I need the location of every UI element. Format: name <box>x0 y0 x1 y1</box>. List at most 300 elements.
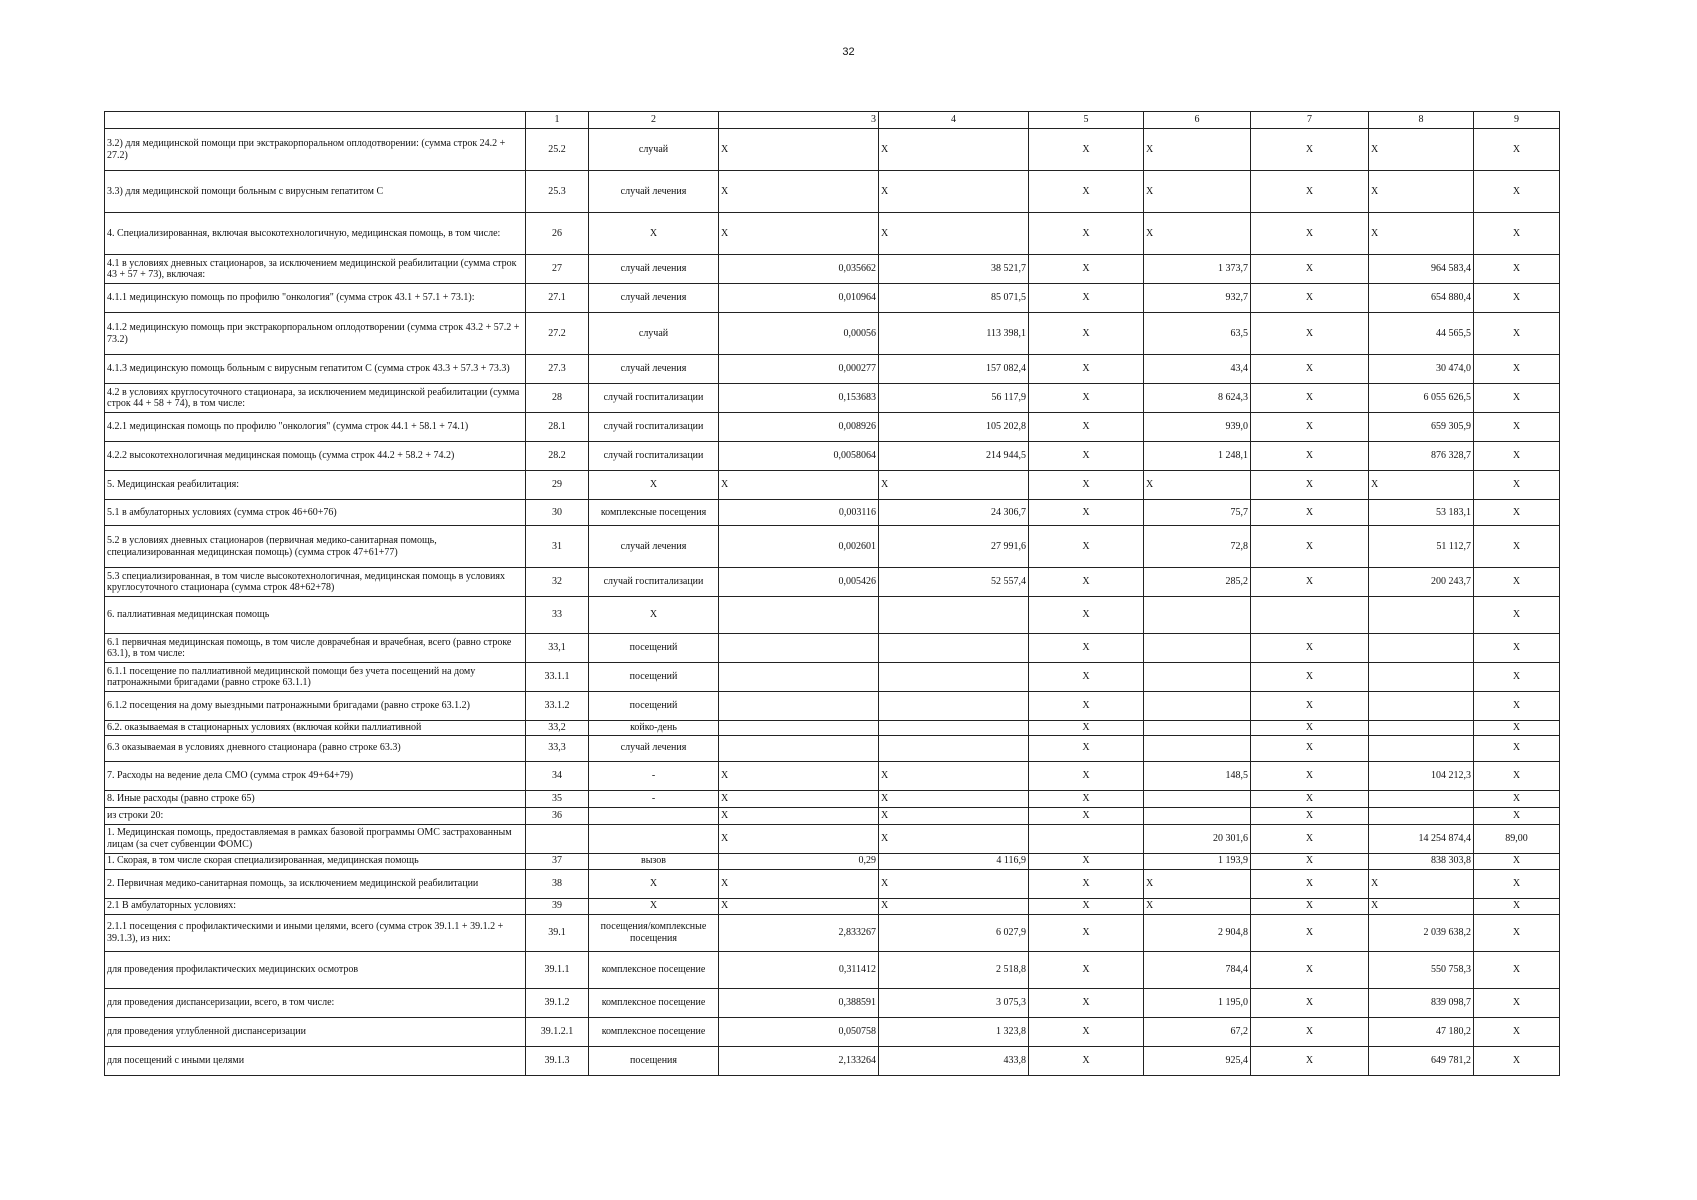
col3-value: 0,311412 <box>719 951 879 988</box>
row-label: 6.1.1 посещение по паллиативной медицинской помощи без учета посещений на дому патронажными бригадами (равно строке 63.1.1) <box>105 663 526 692</box>
col9-value: 89,00 <box>1474 824 1560 853</box>
row-label: 4.2 в условиях круглосуточного стационара, за исключением медицинской реабилитации (сумма строк 44 + 58 + 74), в том числе: <box>105 384 526 413</box>
col4-value: 24 306,7 <box>879 500 1029 526</box>
header-cell-4: 4 <box>879 112 1029 129</box>
col9-value: X <box>1474 284 1560 313</box>
col3-value: X <box>719 129 879 171</box>
col9-value: X <box>1474 634 1560 663</box>
row-label: 6.3 оказываемая в условиях дневного стационара (равно строке 63.3) <box>105 735 526 761</box>
col7-value: X <box>1251 129 1369 171</box>
col4-value: 4 116,9 <box>879 853 1029 869</box>
col6-value <box>1144 807 1251 824</box>
unit: случай лечения <box>589 171 719 213</box>
col8-value <box>1369 597 1474 634</box>
row-code: 37 <box>526 853 589 869</box>
col8-value: 47 180,2 <box>1369 1017 1474 1046</box>
col8-value <box>1369 692 1474 721</box>
col3-value: 0,29 <box>719 853 879 869</box>
unit: - <box>589 761 719 790</box>
col6-value <box>1144 597 1251 634</box>
col7-value: X <box>1251 898 1369 914</box>
col4-value: 157 082,4 <box>879 355 1029 384</box>
row-code: 30 <box>526 500 589 526</box>
col6-value: X <box>1144 471 1251 500</box>
row-code: 33,1 <box>526 634 589 663</box>
col4-value <box>879 735 1029 761</box>
col8-value <box>1369 807 1474 824</box>
col9-value: X <box>1474 853 1560 869</box>
row-code: 33,3 <box>526 735 589 761</box>
row-label: 8. Иные расходы (равно строке 65) <box>105 790 526 807</box>
col9-value: X <box>1474 761 1560 790</box>
col6-value: X <box>1144 869 1251 898</box>
col8-value: 649 781,2 <box>1369 1046 1474 1075</box>
table-row <box>105 255 1560 284</box>
table-row <box>105 597 1560 634</box>
table-row <box>105 1046 1560 1075</box>
table-row <box>105 213 1560 255</box>
unit: случай госпитализации <box>589 413 719 442</box>
col5-value: X <box>1029 171 1144 213</box>
col7-value: X <box>1251 526 1369 568</box>
col3-value <box>719 735 879 761</box>
col5-value: X <box>1029 869 1144 898</box>
col3-value: 0,00056 <box>719 313 879 355</box>
col4-value: 56 117,9 <box>879 384 1029 413</box>
col4-value: X <box>879 790 1029 807</box>
header-cell-8: 8 <box>1369 112 1474 129</box>
row-code: 25.3 <box>526 171 589 213</box>
table-row <box>105 898 1560 914</box>
col9-value: X <box>1474 988 1560 1017</box>
header-row <box>105 112 1560 129</box>
table-row <box>105 442 1560 471</box>
col5-value: X <box>1029 500 1144 526</box>
unit: посещения <box>589 1046 719 1075</box>
row-label: 2.1 В амбулаторных условиях: <box>105 898 526 914</box>
col5-value: X <box>1029 213 1144 255</box>
table-row <box>105 500 1560 526</box>
row-label: 2. Первичная медико-санитарная помощь, за исключением медицинской реабилитации <box>105 869 526 898</box>
col6-value: 285,2 <box>1144 568 1251 597</box>
col5-value: X <box>1029 1017 1144 1046</box>
row-label: 4.2.1 медицинская помощь по профилю "онкология" (сумма строк 44.1 + 58.1 + 74.1) <box>105 413 526 442</box>
col4-value: X <box>879 869 1029 898</box>
row-label: для посещений с иными целями <box>105 1046 526 1075</box>
col6-value <box>1144 692 1251 721</box>
col4-value: 214 944,5 <box>879 442 1029 471</box>
col3-value: 0,0058064 <box>719 442 879 471</box>
col5-value: X <box>1029 129 1144 171</box>
unit: посещений <box>589 634 719 663</box>
row-code: 39 <box>526 898 589 914</box>
row-label: 4.2.2 высокотехнологичная медицинская помощь (сумма строк 44.2 + 58.2 + 74.2) <box>105 442 526 471</box>
col5-value: X <box>1029 692 1144 721</box>
col5-value: X <box>1029 721 1144 736</box>
col8-value: 104 212,3 <box>1369 761 1474 790</box>
header-cell-5: 5 <box>1029 112 1144 129</box>
col9-value: X <box>1474 526 1560 568</box>
col8-value: X <box>1369 898 1474 914</box>
col6-value: 8 624,3 <box>1144 384 1251 413</box>
table-row <box>105 692 1560 721</box>
col7-value: X <box>1251 824 1369 853</box>
unit: случай лечения <box>589 255 719 284</box>
col8-value <box>1369 735 1474 761</box>
col6-value: X <box>1144 213 1251 255</box>
col3-value <box>719 692 879 721</box>
col6-value <box>1144 721 1251 736</box>
col5-value: X <box>1029 951 1144 988</box>
col9-value: X <box>1474 313 1560 355</box>
col9-value: X <box>1474 597 1560 634</box>
unit: посещения/комплексные посещения <box>589 914 719 951</box>
col6-value: 1 373,7 <box>1144 255 1251 284</box>
col8-value: X <box>1369 213 1474 255</box>
col7-value: X <box>1251 790 1369 807</box>
col3-value: 2,833267 <box>719 914 879 951</box>
row-code: 27.2 <box>526 313 589 355</box>
col6-value: 939,0 <box>1144 413 1251 442</box>
row-label: 1. Медицинская помощь, предоставляемая в рамках базовой программы ОМС застрахованным лицам (за счет субвенции ФОМС) <box>105 824 526 853</box>
col7-value: X <box>1251 568 1369 597</box>
col4-value <box>879 634 1029 663</box>
col4-value: X <box>879 807 1029 824</box>
row-code: 29 <box>526 471 589 500</box>
table-row <box>105 807 1560 824</box>
col6-value: 1 195,0 <box>1144 988 1251 1017</box>
col4-value: 85 071,5 <box>879 284 1029 313</box>
col8-value: 550 758,3 <box>1369 951 1474 988</box>
col5-value: X <box>1029 1046 1144 1075</box>
col4-value: 433,8 <box>879 1046 1029 1075</box>
col5-value: X <box>1029 568 1144 597</box>
col3-value: 0,035662 <box>719 255 879 284</box>
col7-value: X <box>1251 213 1369 255</box>
col8-value: X <box>1369 869 1474 898</box>
col8-value: 200 243,7 <box>1369 568 1474 597</box>
col4-value: X <box>879 898 1029 914</box>
row-code: 28.1 <box>526 413 589 442</box>
col3-value: 0,010964 <box>719 284 879 313</box>
col4-value <box>879 663 1029 692</box>
row-code: 39.1.3 <box>526 1046 589 1075</box>
row-label: 5.1 в амбулаторных условиях (сумма строк 46+60+76) <box>105 500 526 526</box>
row-code: 39.1.2.1 <box>526 1017 589 1046</box>
col4-value: X <box>879 171 1029 213</box>
table-row <box>105 129 1560 171</box>
col7-value: X <box>1251 988 1369 1017</box>
col7-value: X <box>1251 721 1369 736</box>
col9-value: X <box>1474 471 1560 500</box>
col3-value: X <box>719 824 879 853</box>
table-row <box>105 663 1560 692</box>
col8-value: 2 039 638,2 <box>1369 914 1474 951</box>
table-row <box>105 824 1560 853</box>
col4-value: 6 027,9 <box>879 914 1029 951</box>
unit: вызов <box>589 853 719 869</box>
row-code: 27.3 <box>526 355 589 384</box>
col9-value: X <box>1474 171 1560 213</box>
unit: X <box>589 869 719 898</box>
unit: X <box>589 898 719 914</box>
table-row <box>105 869 1560 898</box>
col6-value: X <box>1144 898 1251 914</box>
row-label: 4.1.2 медицинскую помощь при экстракорпоральном оплодотворении (сумма строк 43.2 + 57.2 + 73.2) <box>105 313 526 355</box>
unit: комплексные посещения <box>589 500 719 526</box>
col7-value: X <box>1251 761 1369 790</box>
unit: койко-день <box>589 721 719 736</box>
col7-value: X <box>1251 692 1369 721</box>
row-label: 2.1.1 посещения с профилактическими и иными целями, всего (сумма строк 39.1.1 + 39.1.2 + 39.1.3), из них: <box>105 914 526 951</box>
header-cell-6: 6 <box>1144 112 1251 129</box>
col8-value: X <box>1369 171 1474 213</box>
col8-value: X <box>1369 129 1474 171</box>
row-code: 39.1.1 <box>526 951 589 988</box>
col4-value: X <box>879 471 1029 500</box>
col7-value: X <box>1251 171 1369 213</box>
row-label: 1. Скорая, в том числе скорая специализированная, медицинская помощь <box>105 853 526 869</box>
col8-value: 876 328,7 <box>1369 442 1474 471</box>
col5-value: X <box>1029 597 1144 634</box>
col3-value: 0,000277 <box>719 355 879 384</box>
col5-value: X <box>1029 471 1144 500</box>
col3-value: X <box>719 790 879 807</box>
col3-value: X <box>719 213 879 255</box>
table-row <box>105 526 1560 568</box>
row-code: 33 <box>526 597 589 634</box>
table-row <box>105 413 1560 442</box>
col3-value: 0,008926 <box>719 413 879 442</box>
col3-value: 0,005426 <box>719 568 879 597</box>
col9-value: X <box>1474 951 1560 988</box>
table-row <box>105 313 1560 355</box>
col4-value: X <box>879 129 1029 171</box>
unit: случай госпитализации <box>589 384 719 413</box>
col8-value: 964 583,4 <box>1369 255 1474 284</box>
col6-value: 1 193,9 <box>1144 853 1251 869</box>
col6-value: 2 904,8 <box>1144 914 1251 951</box>
col9-value: X <box>1474 721 1560 736</box>
row-label: для проведения профилактических медицинских осмотров <box>105 951 526 988</box>
col7-value: X <box>1251 663 1369 692</box>
col3-value: 0,153683 <box>719 384 879 413</box>
unit: случай <box>589 313 719 355</box>
col3-value: X <box>719 807 879 824</box>
unit: X <box>589 213 719 255</box>
row-label: для проведения диспансеризации, всего, в том числе: <box>105 988 526 1017</box>
row-label: 3.3) для медицинской помощи больным с вирусным гепатитом С <box>105 171 526 213</box>
table-row <box>105 790 1560 807</box>
unit: случай лечения <box>589 735 719 761</box>
col3-value: 0,388591 <box>719 988 879 1017</box>
col7-value: X <box>1251 951 1369 988</box>
col8-value <box>1369 634 1474 663</box>
row-label: из строки 20: <box>105 807 526 824</box>
table-row <box>105 721 1560 736</box>
col4-value: 113 398,1 <box>879 313 1029 355</box>
row-code: 33,2 <box>526 721 589 736</box>
col7-value: X <box>1251 634 1369 663</box>
row-code: 33.1.2 <box>526 692 589 721</box>
col3-value <box>719 663 879 692</box>
row-label: 4.1.1 медицинскую помощь по профилю "онкология" (сумма строк 43.1 + 57.1 + 73.1): <box>105 284 526 313</box>
col7-value: X <box>1251 413 1369 442</box>
col9-value: X <box>1474 914 1560 951</box>
col7-value: X <box>1251 914 1369 951</box>
col9-value: X <box>1474 255 1560 284</box>
col8-value: 6 055 626,5 <box>1369 384 1474 413</box>
row-label: 5. Медицинская реабилитация: <box>105 471 526 500</box>
row-label: 6.2. оказываемая в стационарных условиях (включая койки паллиативной <box>105 721 526 736</box>
col4-value: 105 202,8 <box>879 413 1029 442</box>
row-code: 27 <box>526 255 589 284</box>
col5-value: X <box>1029 255 1144 284</box>
col7-value: X <box>1251 1046 1369 1075</box>
col5-value: X <box>1029 761 1144 790</box>
col7-value: X <box>1251 807 1369 824</box>
col9-value: X <box>1474 807 1560 824</box>
col4-value: 52 557,4 <box>879 568 1029 597</box>
row-code: 26 <box>526 213 589 255</box>
table-row <box>105 171 1560 213</box>
col5-value: X <box>1029 988 1144 1017</box>
col8-value: 659 305,9 <box>1369 413 1474 442</box>
row-code: 25.2 <box>526 129 589 171</box>
col7-value: X <box>1251 500 1369 526</box>
row-code: 27.1 <box>526 284 589 313</box>
col3-value: 0,003116 <box>719 500 879 526</box>
table-row <box>105 761 1560 790</box>
col3-value: 2,133264 <box>719 1046 879 1075</box>
col5-value <box>1029 824 1144 853</box>
col5-value: X <box>1029 284 1144 313</box>
row-code: 39.1 <box>526 914 589 951</box>
col3-value: X <box>719 761 879 790</box>
col4-value: 1 323,8 <box>879 1017 1029 1046</box>
col9-value: X <box>1474 413 1560 442</box>
unit: случай лечения <box>589 526 719 568</box>
col8-value: 53 183,1 <box>1369 500 1474 526</box>
col4-value: 27 991,6 <box>879 526 1029 568</box>
table-row <box>105 634 1560 663</box>
row-label: 5.3 специализированная, в том числе высокотехнологичная, медицинская помощь в условиях круглосуточного стационара (сумма строк 48+62+78) <box>105 568 526 597</box>
col6-value: X <box>1144 129 1251 171</box>
row-label: 6.1 первичная медицинская помощь, в том числе доврачебная и врачебная, всего (равно строке 63.1), в том числе: <box>105 634 526 663</box>
row-label: 4.1 в условиях дневных стационаров, за исключением медицинской реабилитации (сумма строк 43 + 57 + 73), включая: <box>105 255 526 284</box>
col5-value: X <box>1029 735 1144 761</box>
header-cell-3: 3 <box>719 112 879 129</box>
unit <box>589 807 719 824</box>
col9-value: X <box>1474 1017 1560 1046</box>
row-label: 4.1.3 медицинскую помощь больным с вирусным гепатитом С (сумма строк 43.3 + 57.3 + 73.3) <box>105 355 526 384</box>
col7-value: X <box>1251 255 1369 284</box>
col5-value: X <box>1029 355 1144 384</box>
col6-value <box>1144 663 1251 692</box>
col6-value: 67,2 <box>1144 1017 1251 1046</box>
table-row <box>105 471 1560 500</box>
col7-value: X <box>1251 853 1369 869</box>
row-label: для проведения углубленной диспансеризации <box>105 1017 526 1046</box>
col3-value: 0,002601 <box>719 526 879 568</box>
col6-value: 925,4 <box>1144 1046 1251 1075</box>
unit: комплексное посещение <box>589 988 719 1017</box>
col5-value: X <box>1029 313 1144 355</box>
col5-value: X <box>1029 413 1144 442</box>
col7-value: X <box>1251 869 1369 898</box>
table-row <box>105 384 1560 413</box>
col9-value: X <box>1474 442 1560 471</box>
col6-value: 148,5 <box>1144 761 1251 790</box>
row-code <box>526 824 589 853</box>
table-row <box>105 988 1560 1017</box>
col8-value: 14 254 874,4 <box>1369 824 1474 853</box>
col9-value: X <box>1474 1046 1560 1075</box>
header-cell-0 <box>105 112 526 129</box>
row-label: 6.1.2 посещения на дому выездными патронажными бригадами (равно строке 63.1.2) <box>105 692 526 721</box>
col9-value: X <box>1474 692 1560 721</box>
col5-value: X <box>1029 634 1144 663</box>
table-row <box>105 914 1560 951</box>
col8-value <box>1369 663 1474 692</box>
col5-value: X <box>1029 898 1144 914</box>
unit: случай госпитализации <box>589 442 719 471</box>
col8-value: 654 880,4 <box>1369 284 1474 313</box>
col3-value <box>719 634 879 663</box>
col6-value <box>1144 790 1251 807</box>
col9-value: X <box>1474 869 1560 898</box>
col3-value: X <box>719 171 879 213</box>
col4-value: 38 521,7 <box>879 255 1029 284</box>
col5-value: X <box>1029 442 1144 471</box>
unit: случай госпитализации <box>589 568 719 597</box>
col3-value <box>719 597 879 634</box>
unit: X <box>589 471 719 500</box>
col6-value <box>1144 735 1251 761</box>
col9-value: X <box>1474 898 1560 914</box>
unit: случай лечения <box>589 355 719 384</box>
row-label: 6. паллиативная медицинская помощь <box>105 597 526 634</box>
col6-value: 1 248,1 <box>1144 442 1251 471</box>
row-label: 4. Специализированная, включая высокотехнологичную, медицинская помощь, в том числе: <box>105 213 526 255</box>
header-cell-1: 1 <box>526 112 589 129</box>
col3-value: X <box>719 898 879 914</box>
col6-value: 20 301,6 <box>1144 824 1251 853</box>
col7-value: X <box>1251 384 1369 413</box>
col6-value: 75,7 <box>1144 500 1251 526</box>
col8-value: 30 474,0 <box>1369 355 1474 384</box>
col4-value: 2 518,8 <box>879 951 1029 988</box>
col5-value: X <box>1029 384 1144 413</box>
col4-value: X <box>879 761 1029 790</box>
col9-value: X <box>1474 568 1560 597</box>
col6-value: 43,4 <box>1144 355 1251 384</box>
col7-value: X <box>1251 284 1369 313</box>
row-code: 33.1.1 <box>526 663 589 692</box>
col8-value <box>1369 721 1474 736</box>
col7-value: X <box>1251 355 1369 384</box>
col4-value: X <box>879 213 1029 255</box>
row-code: 38 <box>526 869 589 898</box>
unit <box>589 824 719 853</box>
data-table <box>104 111 1560 1076</box>
col8-value: 839 098,7 <box>1369 988 1474 1017</box>
header-cell-7: 7 <box>1251 112 1369 129</box>
col8-value <box>1369 790 1474 807</box>
col3-value: X <box>719 471 879 500</box>
col5-value: X <box>1029 526 1144 568</box>
col8-value: 838 303,8 <box>1369 853 1474 869</box>
